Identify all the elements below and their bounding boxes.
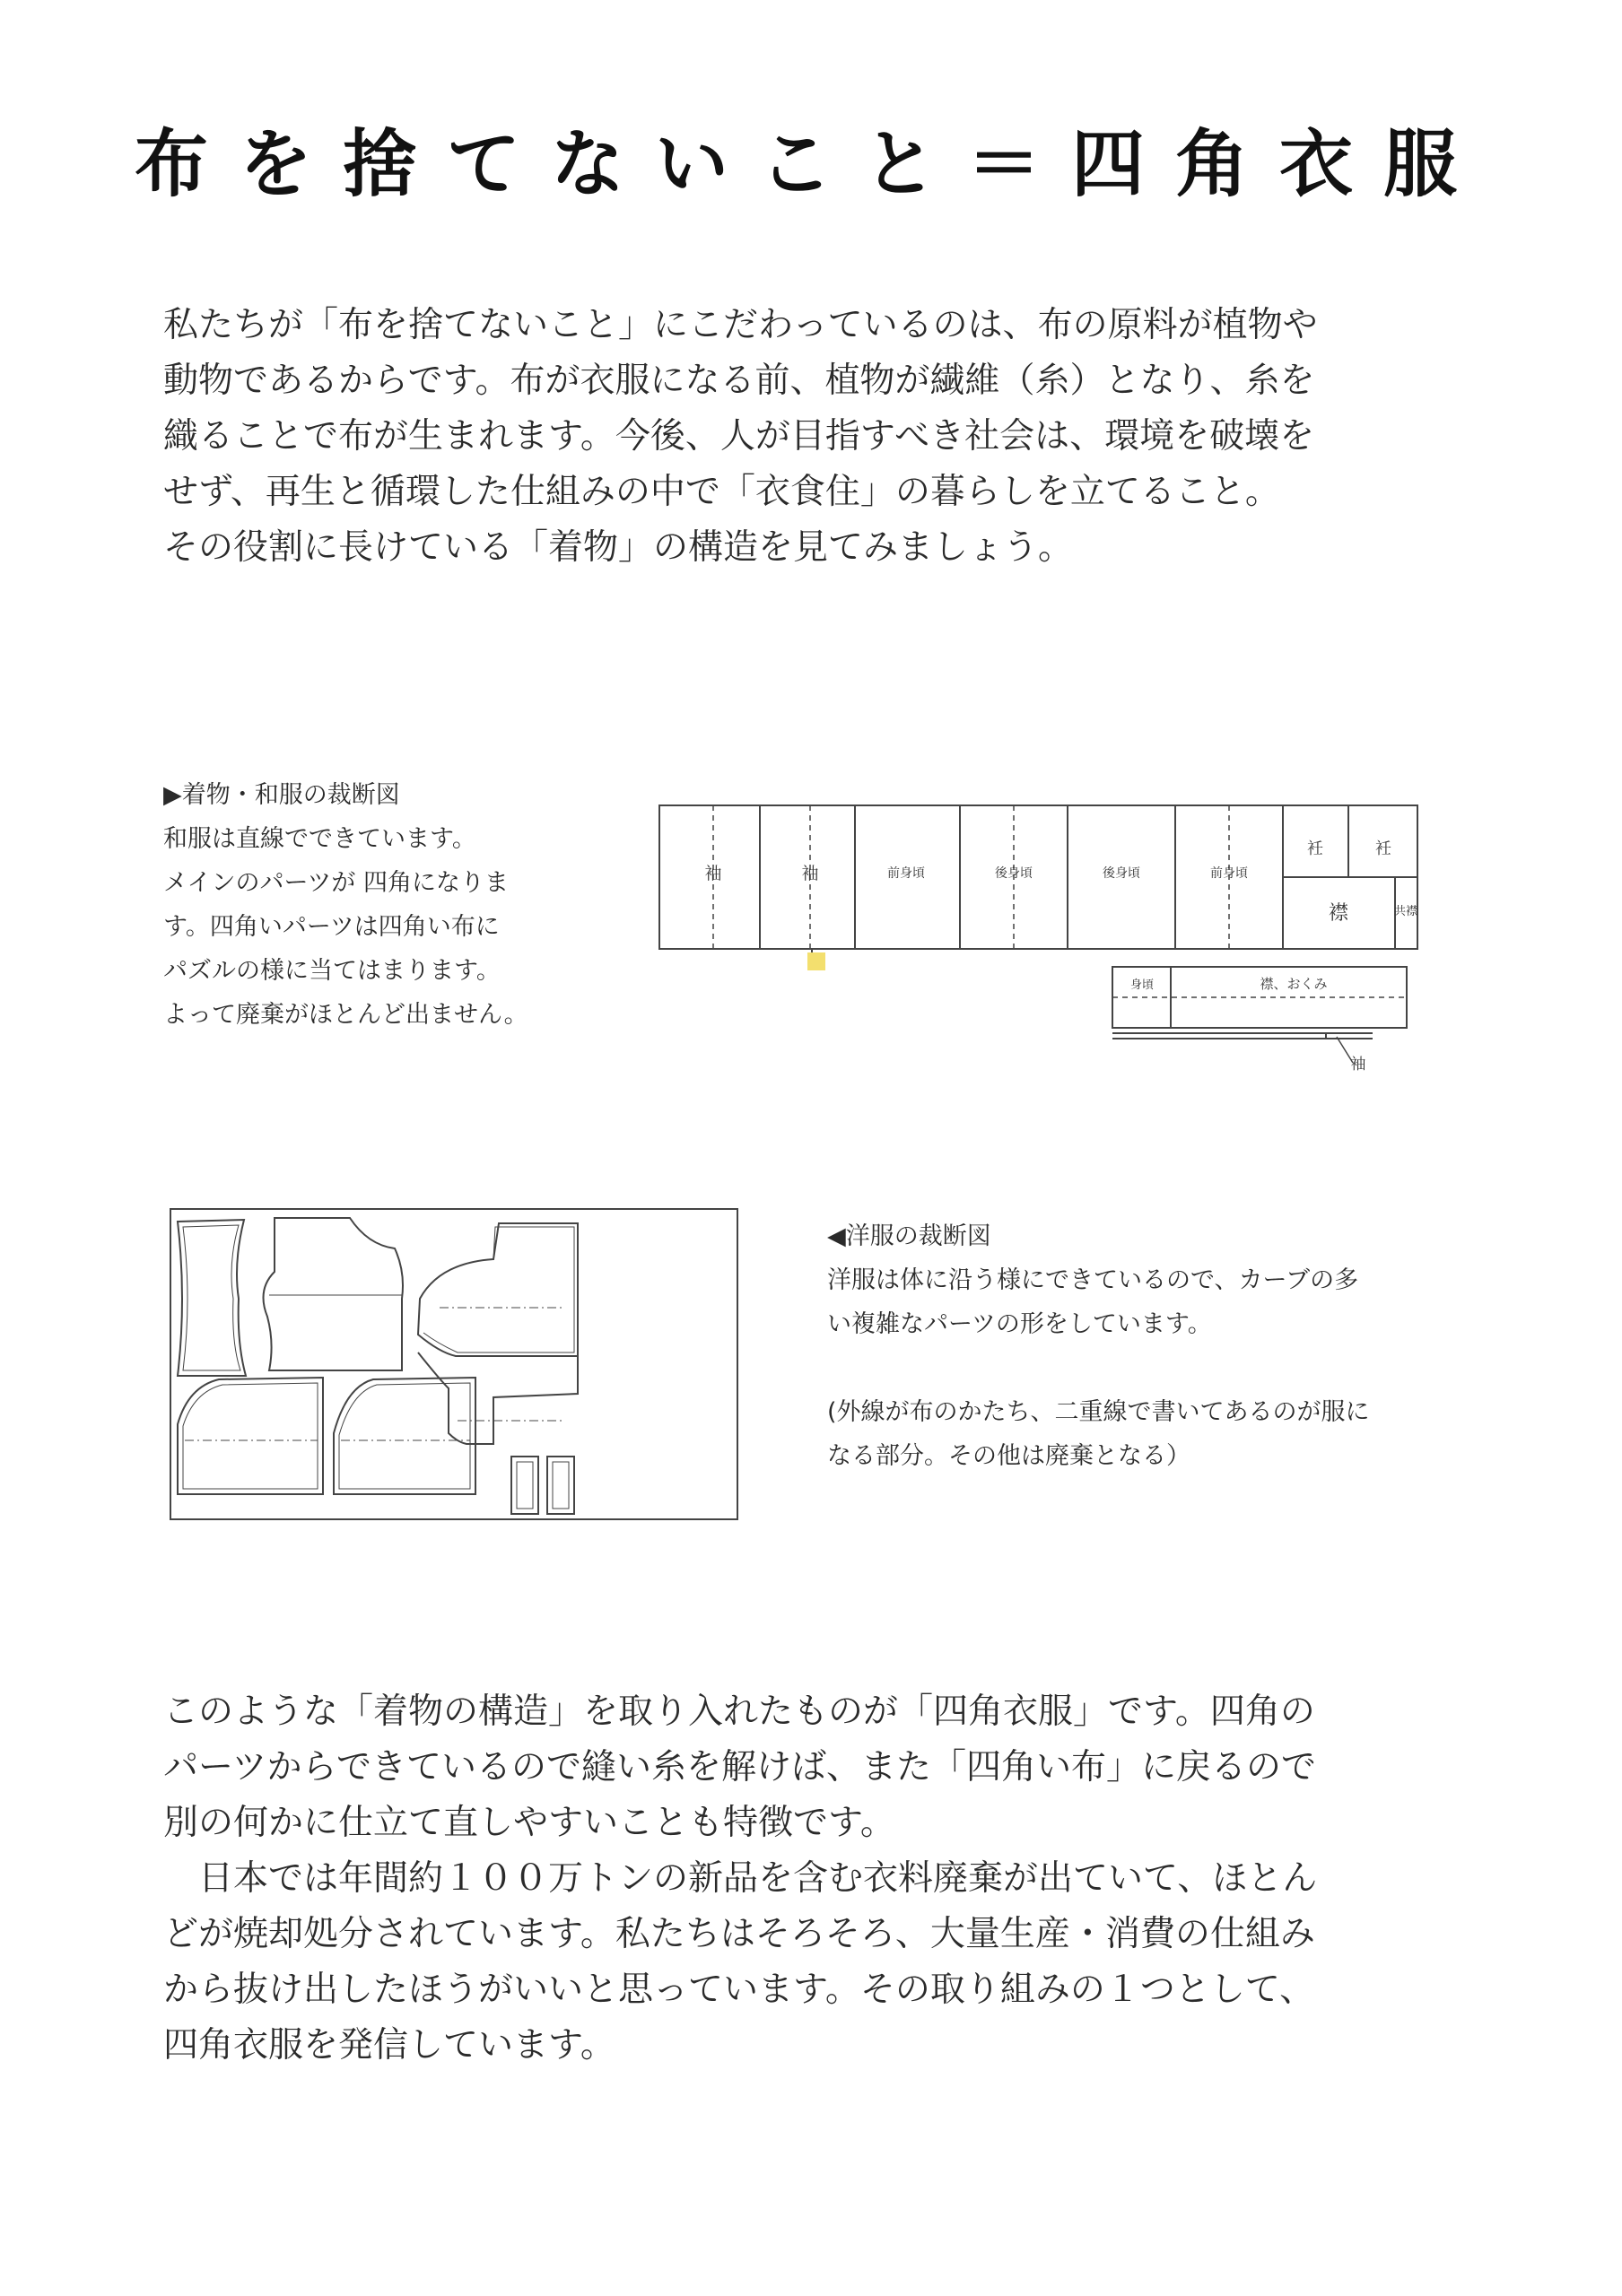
label-sleeve: 袖 xyxy=(801,864,819,883)
label-body: 身頃 xyxy=(1129,978,1155,992)
intro-paragraph xyxy=(163,298,1491,576)
kimono-caption xyxy=(163,773,528,1037)
western-caption-line xyxy=(827,1346,1370,1390)
label-collar-okumi: 襟、おくみ xyxy=(1260,976,1328,992)
intro-line: その役割に長けている「着物」の構造を見てみましょう。 xyxy=(163,527,1074,568)
page-title: 布を捨てないこと＝四角衣服 xyxy=(134,121,1487,207)
label-front-body: 前身頃 xyxy=(1210,866,1248,881)
label-collar: 襟 xyxy=(1328,902,1349,925)
western-cloth-outline xyxy=(170,1209,737,1519)
western-pattern-piece xyxy=(418,1344,578,1444)
western-caption-line: 洋服は体に沿う様にできているので、カーブの多 xyxy=(827,1266,1359,1294)
western-caption xyxy=(827,1214,1370,1478)
western-pattern-piece xyxy=(423,1227,574,1352)
outro-line: から抜け出したほうがいいと思っています。その取り組みの１つとして、 xyxy=(163,1970,1315,2010)
kimono-caption-line: よって廃棄がほとんど出ません。 xyxy=(163,1001,528,1029)
label-sleeve-strip: 袖 xyxy=(1350,1056,1366,1074)
label-okumi: 衽 xyxy=(1307,839,1323,858)
kimono-caption-heading: ▶着物・和服の裁断図 xyxy=(163,781,400,809)
western-caption-heading: ◀洋服の裁断図 xyxy=(827,1222,991,1250)
outro-line: どが焼却処分されています。私たちはそろそろ、大量生産・消費の仕組み xyxy=(163,1914,1315,1954)
outro-line: パーツからできているので縫い糸を解けば、また「四角い布」に戻るので xyxy=(163,1747,1317,1787)
kimono-caption-line: 和服は直線でできています。 xyxy=(163,825,476,853)
intro-line: 動物であるからです。布が衣服になる前、植物が繊維（糸）となり、糸を xyxy=(163,361,1315,401)
western-pattern-piece xyxy=(418,1223,578,1356)
kimono-caption-line: メインのパーツが 四角になりま xyxy=(163,869,509,897)
western-pattern-piece xyxy=(178,1378,323,1494)
intro-line: せず、再生と循環した仕組みの中で「衣食住」の暮らしを立てること。 xyxy=(163,472,1280,512)
label-okumi: 衽 xyxy=(1375,839,1391,858)
kimono-cutting-diagram xyxy=(628,753,1453,1094)
outro-line: 別の何かに仕立て直しやすいことも特徴です。 xyxy=(163,1803,895,1843)
western-strip-piece xyxy=(553,1462,569,1509)
western-pattern-piece xyxy=(183,1383,318,1489)
marker-square xyxy=(807,952,825,970)
western-cutting-diagram xyxy=(170,1209,745,1523)
label-front-body: 前身頃 xyxy=(887,866,925,881)
kimono-caption-line: す。四角いパーツは四角い布に xyxy=(163,913,500,941)
outro-paragraph xyxy=(163,1684,1491,2074)
outro-line: このような「着物の構造」を取り入れたものが「四角衣服」です。四角の xyxy=(163,1692,1315,1732)
western-strip-piece xyxy=(547,1457,574,1514)
western-caption-line: なる部分。その他は廃棄となる） xyxy=(827,1442,1190,1470)
outro-line: 日本では年間約１００万トンの新品を含む衣料廃棄が出ていて、ほとん xyxy=(163,1858,1318,1899)
western-pattern-piece xyxy=(334,1378,475,1494)
outro-line: 四角衣服を発信しています。 xyxy=(163,2025,615,2066)
western-pattern-piece xyxy=(183,1225,240,1370)
western-strip-piece xyxy=(517,1462,533,1509)
intro-line: 織ることで布が生まれます。今後、人が目指すべき社会は、環境を破壊を xyxy=(163,416,1315,457)
western-pattern-piece xyxy=(264,1218,404,1370)
western-caption-line: (外線が布のかたち、二重線で書いてあるのが服に xyxy=(827,1398,1370,1426)
kimono-caption-line: パズルの様に当てはまります。 xyxy=(163,957,501,985)
label-sleeve: 袖 xyxy=(704,864,722,883)
western-strip-piece xyxy=(511,1457,538,1514)
label-back-body: 後身頃 xyxy=(1103,866,1140,881)
western-caption-line: い複雑なパーツの形をしています。 xyxy=(827,1310,1212,1338)
intro-line: 私たちが「布を捨てないこと」にこだわっているのは、布の原料が植物や xyxy=(163,305,1318,345)
label-back-body: 後身頃 xyxy=(995,866,1033,881)
label-tomoeri: 共襟 xyxy=(1393,905,1418,918)
